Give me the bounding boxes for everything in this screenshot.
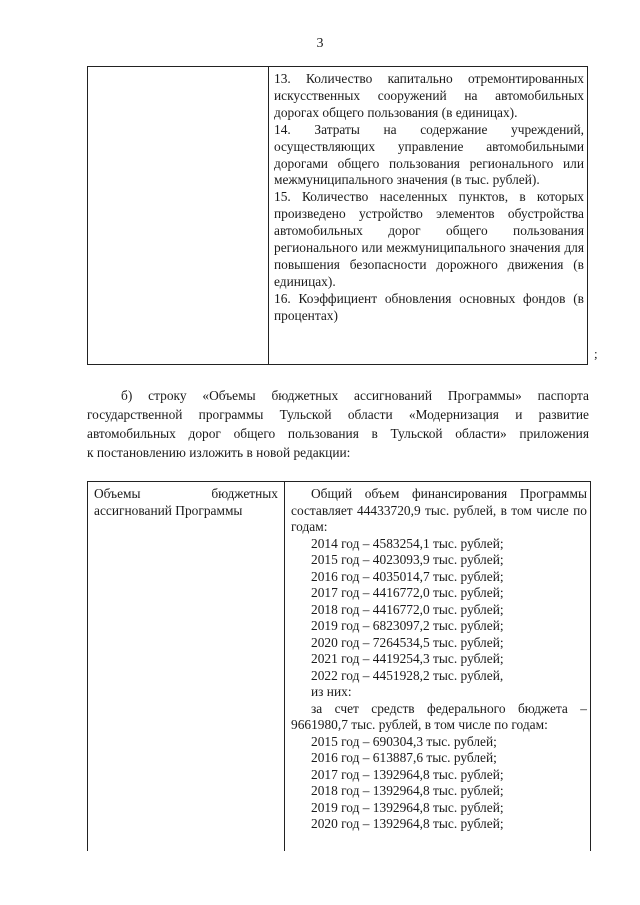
paragraph-line: государственной программы Тульской области «Модернизация и развитие — [87, 407, 589, 422]
indicator-item-16: 16. Коэффициент обновления основных фондов (в процентах) — [274, 290, 584, 323]
indicator-item-14: 14. Затраты на содержание учреждений, осуществляющих управление автомобильными дорогами общего пользования регионального или межмуниципального значения (в тыс. рублей). — [274, 121, 584, 188]
federal-budget-text: за счет средств федерального бюджета – 9661980,7 тыс. рублей, в том числе по годам: — [291, 700, 587, 732]
year-line: 2020 год – 7264534,5 тыс. рублей; — [311, 634, 504, 650]
budget-row-label — [94, 486, 278, 519]
paragraph-line: б) строку «Объемы бюджетных ассигнований Программы» паспорта — [121, 388, 589, 403]
label-line: ассигнований Программы — [94, 502, 243, 518]
indicators-list — [274, 71, 584, 325]
total-years-list — [291, 536, 587, 701]
federal-years-list — [291, 734, 587, 833]
paragraph-line: к постановлению изложить в новой редакции: — [87, 445, 351, 460]
year-line: 2018 год – 1392964,8 тыс. рублей; — [311, 783, 504, 798]
year-line: 2019 год – 6823097,2 тыс. рублей; — [311, 618, 504, 633]
year-line: 2021 год – 4419254,3 тыс. рублей; — [311, 651, 504, 666]
page-number: 3 — [316, 36, 324, 51]
budget-table — [87, 481, 591, 851]
year-line: 2015 год – 690304,3 тыс. рублей; — [311, 733, 497, 749]
indicator-item-15: 15. Количество населенных пунктов, в которых произведено устройство элементов обустройства автомобильных дорог общего пользования регионального или межмуниципального значения для повышения безопасности дорожного движения (в единицах). — [274, 189, 584, 289]
column-divider — [284, 482, 285, 851]
total-financing-text: Общий объем финансирования Программы составляет 44433720,9 тыс. рублей, в том числе по годам: — [291, 486, 587, 534]
indicators-table — [87, 66, 588, 365]
table-end-semicolon: ; — [594, 346, 598, 361]
year-line: 2017 год – 4416772,0 тыс. рублей; — [311, 585, 504, 600]
label-line: Объемы бюджетных — [94, 486, 278, 501]
year-line: 2019 год – 1392964,8 тыс. рублей; — [311, 799, 504, 815]
year-line: 2022 год – 4451928,2 тыс. рублей, — [311, 667, 504, 683]
year-line: 2016 год – 613887,6 тыс. рублей; — [311, 750, 497, 765]
budget-row-content — [291, 486, 587, 833]
year-line: 2015 год – 4023093,9 тыс. рублей; — [311, 552, 504, 567]
year-line: 2014 год – 4583254,1 тыс. рублей; — [311, 535, 504, 551]
amendment-paragraph — [87, 386, 589, 462]
year-line: 2016 год – 4035014,7 тыс. рублей; — [311, 568, 504, 584]
of-them-label: из них: — [311, 684, 352, 699]
year-line: 2018 год – 4416772,0 тыс. рублей; — [311, 601, 504, 617]
paragraph-line: автомобильных дорог общего пользования в Тульской области» приложения — [87, 426, 589, 441]
year-line: 2020 год – 1392964,8 тыс. рублей; — [311, 816, 504, 831]
indicator-item-13: 13. Количество капитально отремонтированных искусственных сооружений на автомобильных дорогах общего пользования (в единицах). — [274, 71, 584, 120]
year-line: 2017 год – 1392964,8 тыс. рублей; — [311, 766, 504, 782]
column-divider — [268, 67, 269, 364]
